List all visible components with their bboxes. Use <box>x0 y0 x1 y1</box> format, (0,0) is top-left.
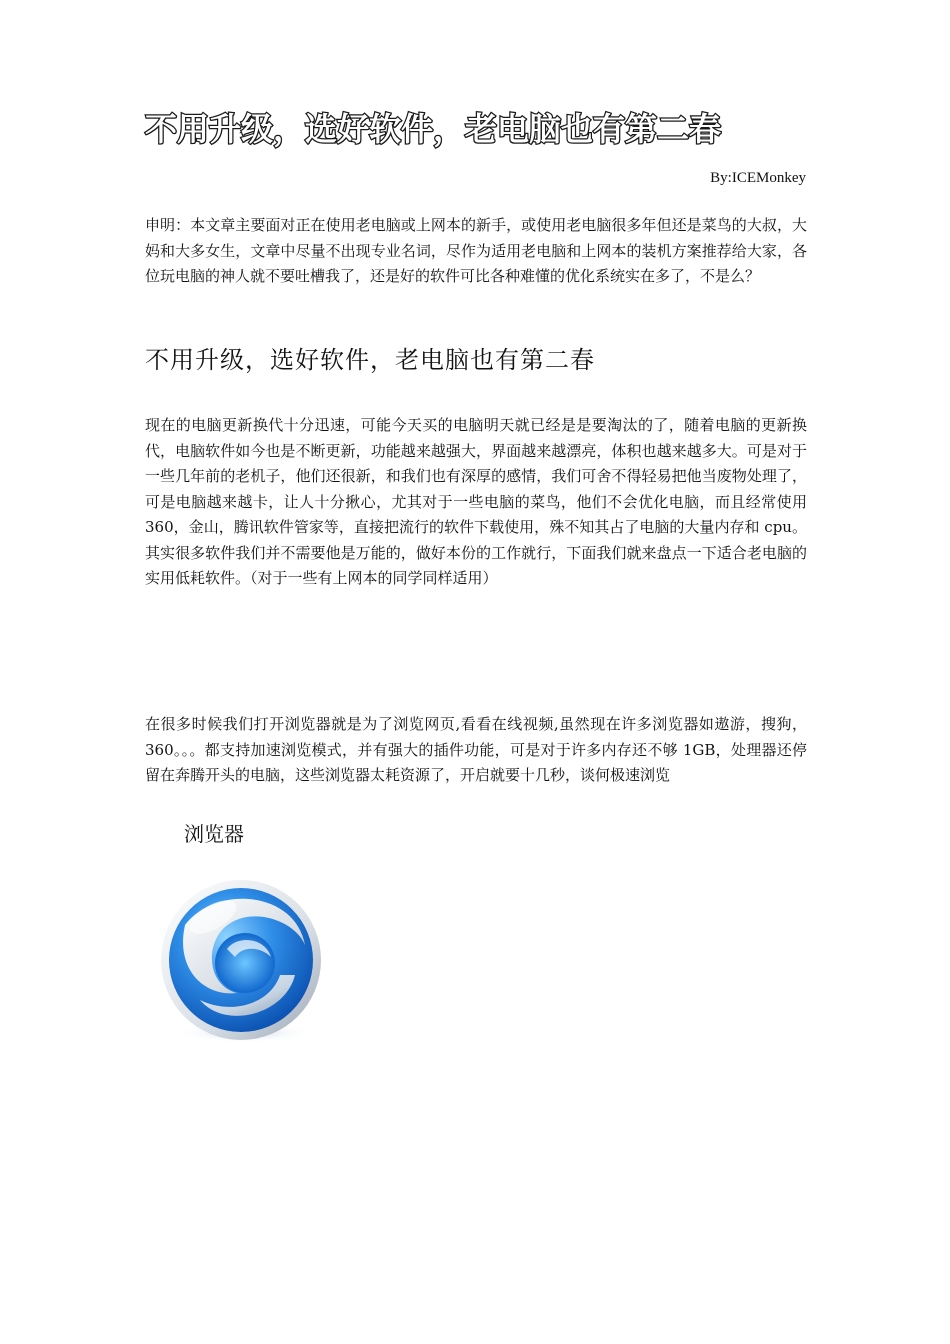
browser-logo-image <box>145 865 338 1053</box>
page-title: 不用升级，选好软件，老电脑也有第二春 <box>145 110 722 148</box>
swirl-browser-logo-icon <box>145 865 338 1053</box>
browser-section-label: 浏览器 <box>184 822 244 846</box>
section-heading: 不用升级，选好软件，老电脑也有第二春 <box>145 346 595 374</box>
body-paragraph-2: 在很多时候我们打开浏览器就是为了浏览网页,看看在线视频,虽然现在许多浏览器如遨游，搜狗，360。。。都支持加速浏览模式，并有强大的插件功能，可是对于许多内存还不够 1GB，处理器还停留在奔腾开头的电脑，这些浏览器太耗资源了，开启就要十几秒，谈何极速浏览 <box>145 715 807 784</box>
body-paragraph-1: 现在的电脑更新换代十分迅速，可能今天买的电脑明天就已经是是要淘汰的了，随着电脑的更新换代，电脑软件如今也是不断更新，功能越来越强大，界面越来越漂亮，体积也越来越多大。可是对于一些几年前的老机子，他们还很新，和我们也有深厚的感情，我们可舍不得轻易把他当废物处理了，可是电脑越来越卡，让人十分揪心，尤其对于一些电脑的菜鸟，他们不会优化电脑，而且经常使用 360，金山，腾讯软件管家等，直接把流行的软件下载使用，殊不知其占了电脑的大量内存和 cpu。其实很多软件我们并不需要他是万能的，做好本份的工作就行，下面我们就来盘点一下适合老电脑的实用低耗软件。（对于一些有上网本的同学同样适用） <box>145 416 807 587</box>
intro-paragraph: 申明：本文章主要面对正在使用老电脑或上网本的新手，或使用老电脑很多年但还是菜鸟的大叔，大妈和大多女生，文章中尽量不出现专业名词，尽作为适用老电脑和上网本的装机方案推荐给大家，各位玩电脑的神人就不要吐槽我了，还是好的软件可比各种难懂的优化系统实在多了，不是么？ <box>145 216 807 285</box>
author-byline: By:ICEMonkey <box>710 170 806 186</box>
